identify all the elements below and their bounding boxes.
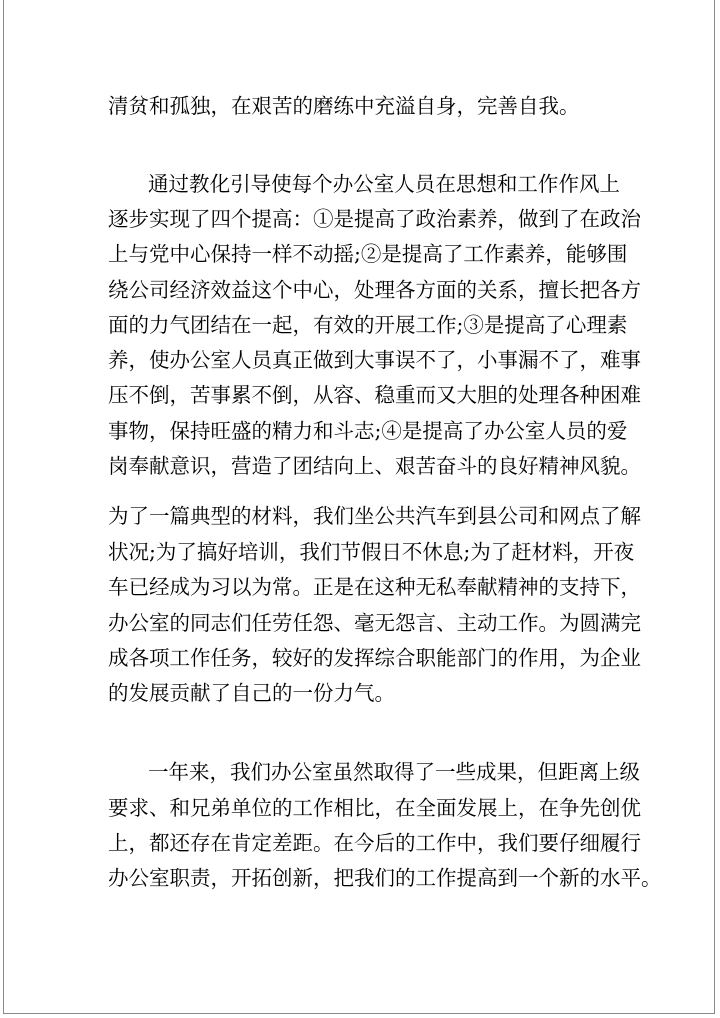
paragraph-2-line-8: 事物，保持旺盛的精力和斗志;④是提高了办公室人员的爱 [108,419,628,443]
paragraph-2-line-9: 岗奉献意识，营造了团结向上、艰苦奋斗的良好精神风貌。 [108,454,641,478]
paragraph-1-line-1: 清贫和孤独，在艰苦的磨练中充溢自身，完善自我。 [108,94,580,118]
paragraph-2-line-5: 面的力气团结在一起，有效的开展工作;③是提高了心理素 [108,313,628,337]
paragraph-2-line-7: 压不倒，苦事累不倒，从容、稳重而又大胆的处理各种困难 [108,383,641,407]
paragraph-3-line-1: 一年来，我们办公室虽然取得了一些成果，但距离上级 [148,760,640,784]
paragraph-2-line-2: 逐步实现了四个提高：①是提高了政治素养，做到了在政治 [108,207,641,231]
paragraph-2-line-3: 上与党中心保持一样不动摇;②是提高了工作素养，能够围 [108,242,628,266]
paragraph-2-line-13: 办公室的同志们任劳任怨、毫无怨言、主动工作。为圆满完 [108,611,641,635]
paragraph-2-line-11: 状况;为了搞好培训，我们节假日不休息;为了赶材料，开夜 [108,540,635,564]
paragraph-2-line-14: 成各项工作任务，较好的发挥综合职能部门的作用，为企业 [108,646,641,670]
paragraph-2-line-6: 养，使办公室人员真正做到大事误不了，小事漏不了，难事 [108,348,641,372]
paragraph-2-line-10: 为了一篇典型的材料，我们坐公共汽车到县公司和网点了解 [108,504,641,528]
paragraph-3-line-4: 办公室职责，开拓创新，把我们的工作提高到一个新的水平。 [108,866,662,890]
paragraph-2-line-12: 车已经成为习以为常。正是在这种无私奉献精神的支持下， [108,575,641,599]
paragraph-3-line-3: 上，都还存在肯定差距。在今后的工作中，我们要仔细履行 [108,831,641,855]
paragraph-2-line-15: 的发展贡献了自己的一份力气。 [108,681,395,705]
paragraph-3-line-2: 要求、和兄弟单位的工作相比，在全面发展上，在争先创优 [108,796,641,820]
paragraph-2-line-4: 绕公司经济效益这个中心，处理各方面的关系，擅长把各方 [108,278,641,302]
paragraph-2-line-1: 通过教化引导使每个办公室人员在思想和工作作风上 [148,172,620,196]
